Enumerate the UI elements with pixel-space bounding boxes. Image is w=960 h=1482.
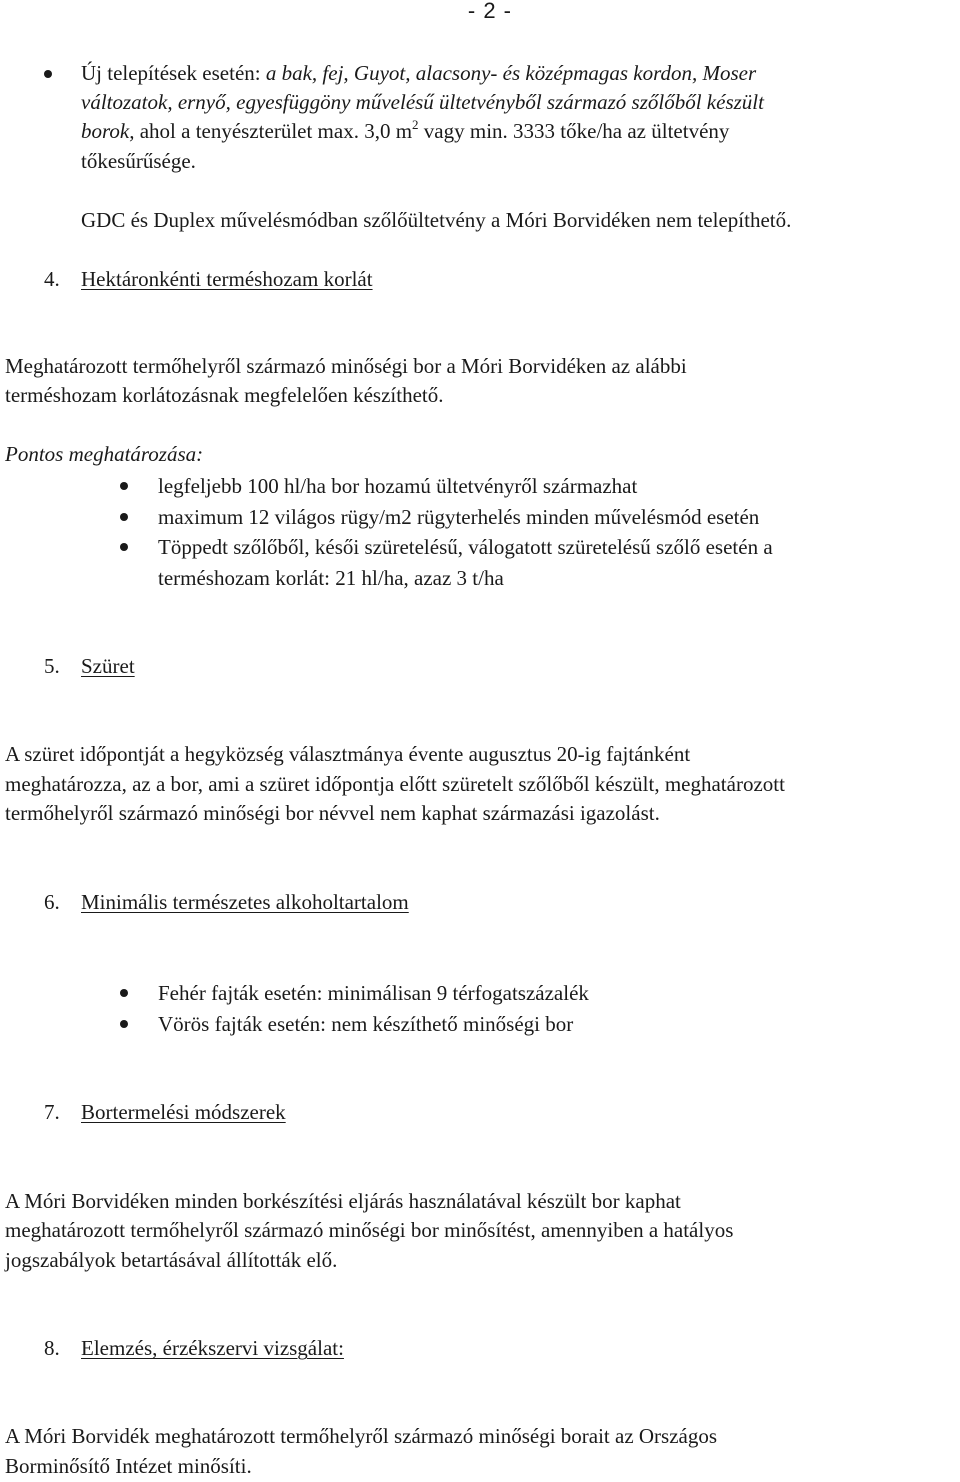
section-4-para-2: terméshozam korlátozásnak megfelelően készíthető.: [5, 383, 444, 407]
section-7-title: Bortermelési módszerek: [81, 1100, 286, 1124]
section-7-number: 7.: [44, 1100, 60, 1124]
section-4-bullet-2: maximum 12 világos rügy/m2 rügyterhelés minden művelésmód esetén: [158, 505, 760, 529]
bullet-icon: [120, 989, 128, 997]
section-8-title: Elemzés, érzékszervi vizsgálat:: [81, 1336, 344, 1360]
section-8-line-1: A Móri Borvidék meghatározott termőhelyről származó minőségi borait az Országos: [5, 1424, 718, 1448]
section-4-para-1: Meghatározott termőhelyről származó minőségi bor a Móri Borvidéken az alábbi: [5, 354, 687, 378]
bullet-icon: [120, 1020, 128, 1028]
section-4-number: 4.: [44, 267, 60, 291]
section-6-title: Minimális természetes alkoholtartalom: [81, 890, 409, 914]
intro-line-2: változatok, ernyő, egyesfüggöny művelésű ültetvényből származó szőlőből készült: [81, 90, 764, 114]
section-5-line-3: termőhelyről származó minőségi bor névvel nem kaphat származási igazolást.: [5, 801, 660, 825]
section-4-title: Hektáronkénti terméshozam korlát: [81, 267, 373, 291]
intro-line-1: Új telepítések esetén: a bak, fej, Guyot, alacsony- és középmagas kordon, Moser: [81, 61, 757, 85]
section-7-line-1: A Móri Borvidéken minden borkészítési eljárás használatával készült bor kaphat: [5, 1189, 681, 1213]
section-6-number: 6.: [44, 890, 60, 914]
intro-line-3: borok, ahol a tenyészterület max. 3,0 $m^2$ vagy min. 3333 tőke/ha az ültetvény: [81, 117, 730, 143]
section-4-bullet-3-cont: terméshozam korlát: 21 hl/ha, azaz 3 t/ha: [158, 566, 504, 590]
gdc-note: GDC és Duplex művelésmódban szőlőültetvény a Móri Borvidéken nem telepíthető.: [81, 208, 792, 232]
section-6-bullet-2: Vörös fajták esetén: nem készíthető minőségi bor: [158, 1012, 574, 1036]
section-8-line-2: Borminősítő Intézet minősíti.: [5, 1454, 252, 1478]
section-6-bullet-1: Fehér fajták esetén: minimálisan 9 térfogatszázalék: [158, 981, 589, 1005]
bullet-icon: [120, 482, 128, 490]
section-4-subheading: Pontos meghatározása:: [5, 442, 204, 466]
section-5-line-2: meghatározza, az a bor, ami a szüret időpontja előtt szüretelt szőlőből készült, meghatározott: [5, 772, 785, 796]
bullet-icon: [44, 70, 52, 78]
section-5-line-1: A szüret időpontját a hegyközség választmánya évente augusztus 20-ig fajtánként: [5, 742, 691, 766]
bullet-icon: [120, 513, 128, 521]
section-8-number: 8.: [44, 1336, 60, 1360]
section-5-title: Szüret: [81, 654, 135, 678]
section-4-bullet-1: legfeljebb 100 hl/ha bor hozamú ültetvényről származhat: [158, 474, 638, 498]
section-5-number: 5.: [44, 654, 60, 678]
section-7-line-3: jogszabályok betartásával állították elő.: [5, 1248, 338, 1272]
page-number: - 2 -: [467, 0, 512, 23]
section-4-bullet-3: Töppedt szőlőből, késői szüretelésű, válogatott szüretelésű szőlő esetén a: [158, 535, 773, 559]
bullet-icon: [120, 543, 128, 551]
section-7-line-2: meghatározott termőhelyről származó minőségi bor minősítést, amennyiben a hatályos: [5, 1218, 734, 1242]
intro-line-4: tőkesűrűsége.: [81, 149, 196, 173]
